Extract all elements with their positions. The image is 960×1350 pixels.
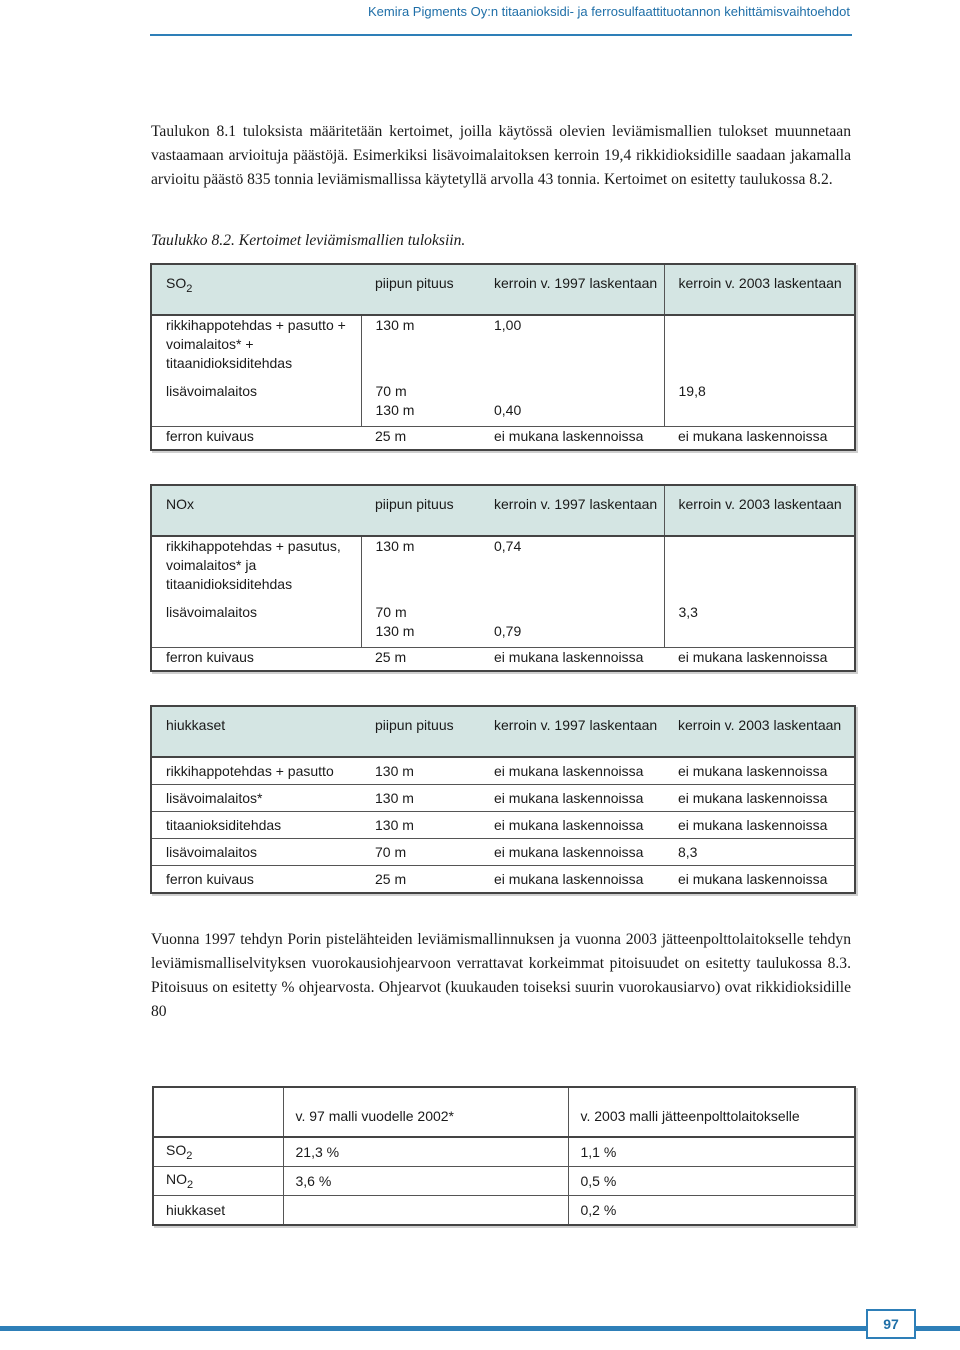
source-cell: ferron kuivaus bbox=[151, 427, 361, 451]
header-2003-model: v. 2003 malli jätteenpolttolaitokselle bbox=[568, 1087, 855, 1137]
table-row bbox=[151, 839, 855, 866]
closing-paragraph: Vuonna 1997 tehdyn Porin pistelähteiden leviämismallinnuksen ja vuonna 2003 jätteenpolttolaitokselle tehdyn leviämismalliselvityksen vuorokausiohjearvoon verrattavat korkeimmat pitoisuudet on esitetty taulukossa 8.3. Pitoisuus on esitetty % ohjearvosta. Ohjearvot (kuukauden toiseksi suurin vuorokausiarvo) ovat rikkidioksidille 80 bbox=[151, 931, 851, 1020]
stack-cell: 130 m bbox=[375, 763, 414, 779]
source-cell: lisävoimalaitos bbox=[166, 383, 258, 399]
footer-rule bbox=[0, 1326, 960, 1331]
source-cell: lisävoimalaitos* bbox=[151, 785, 361, 812]
header-coef-1997: kerroin v. 1997 laskentaan bbox=[480, 485, 664, 536]
coef-2003-cell: ei mukana laskennoissa bbox=[664, 866, 855, 894]
nox-coefficient-table bbox=[150, 484, 856, 672]
coef-2003-cell: 19,8 bbox=[664, 382, 855, 427]
stack-cell: 25 m bbox=[361, 427, 480, 451]
so2-coefficient-table bbox=[150, 263, 856, 451]
table-row bbox=[151, 866, 855, 894]
coef-2003-cell bbox=[664, 315, 855, 382]
page-number: 97 bbox=[866, 1309, 916, 1339]
table-row bbox=[151, 812, 855, 839]
stack-cell: 130 m bbox=[361, 785, 480, 812]
header-coef-2003: kerroin v. 2003 laskentaan bbox=[664, 485, 855, 536]
value-2003-cell: 0,5 % bbox=[568, 1167, 855, 1196]
header-stack: piipun pituus bbox=[361, 264, 480, 315]
intro-paragraph: Taulukon 8.1 tuloksista määritetään kertoimet, joilla käytössä olevien leviämismallien tulokset muunnetaan vastaamaan arvioituja päästöjä. Esimerkiksi lisävoimalaitoksen kerroin 19,4 rikkidioksidille saadaan jakamalla arvioitu päästö 835 tonnia leviämismallissa käytetyllä arvolla 43 tonnia. Kertoimet on esitetty taulukossa 8.2. bbox=[151, 123, 851, 188]
table-row bbox=[153, 1167, 855, 1196]
source-cell: lisävoimalaitos bbox=[166, 604, 258, 620]
running-header: Kemira Pigments Oy:n titaanioksidi- ja ferrosulfaattituotannon kehittämisvaihtoehdot bbox=[368, 4, 850, 19]
coef-1997-cell: ei mukana laskennoissa bbox=[480, 785, 664, 812]
concentration-table bbox=[152, 1086, 856, 1226]
table-header-row bbox=[151, 264, 855, 315]
stack-cell: 130 m bbox=[361, 315, 480, 382]
coef-1997-cell: 0,40 bbox=[494, 402, 522, 418]
value-2003-cell: 1,1 % bbox=[568, 1137, 855, 1167]
pollutant-cell: hiukkaset bbox=[153, 1196, 283, 1226]
header-coef-2003: kerroin v. 2003 laskentaan bbox=[664, 264, 855, 315]
stack-cell: 70 m bbox=[361, 839, 480, 866]
stack-cell: 25 m bbox=[361, 866, 480, 894]
table-row bbox=[151, 427, 855, 451]
table-header-row bbox=[151, 706, 855, 757]
table-caption: Taulukko 8.2. Kertoimet leviämismallien tuloksiin. bbox=[151, 232, 466, 249]
stack-cell: 130 m bbox=[361, 812, 480, 839]
table-row bbox=[153, 1137, 855, 1167]
coef-2003-cell: ei mukana laskennoissa bbox=[664, 427, 855, 451]
coef-1997-cell: ei mukana laskennoissa bbox=[480, 839, 664, 866]
table-row bbox=[151, 785, 855, 812]
coef-2003-cell: ei mukana laskennoissa bbox=[664, 648, 855, 672]
value-1997-cell bbox=[283, 1196, 568, 1226]
table-row bbox=[151, 536, 855, 603]
value-1997-cell: 21,3 % bbox=[283, 1137, 568, 1167]
coef-2003-cell bbox=[664, 536, 855, 603]
coef-1997-cell: 0,79 bbox=[494, 623, 522, 639]
table-row bbox=[151, 757, 855, 785]
table-header-row bbox=[151, 485, 855, 536]
stack-cell: 25 m bbox=[361, 648, 480, 672]
coef-1997-cell: 0,74 bbox=[494, 538, 522, 554]
source-cell: titaanioksiditehdas bbox=[151, 812, 361, 839]
table-row bbox=[151, 603, 855, 648]
source-cell: lisävoimalaitos bbox=[151, 839, 361, 866]
table-row bbox=[151, 382, 855, 427]
header-rule bbox=[150, 34, 852, 36]
header-1997-model: v. 97 malli vuodelle 2002* bbox=[283, 1087, 568, 1137]
header-coef-1997: kerroin v. 1997 laskentaan bbox=[480, 264, 664, 315]
table-title: NOx bbox=[151, 485, 361, 536]
coef-1997-cell: ei mukana laskennoissa bbox=[480, 812, 664, 839]
coef-1997-cell: ei mukana laskennoissa bbox=[494, 763, 644, 779]
coef-2003-cell: ei mukana laskennoissa bbox=[664, 812, 855, 839]
coef-2003-cell: ei mukana laskennoissa bbox=[664, 785, 855, 812]
source-cell: rikkihappotehdas + pasutto + voimalaitos* + titaanidioksiditehdas bbox=[166, 317, 346, 371]
stack-cell: 70 m 130 m bbox=[361, 382, 480, 427]
value-2003-cell: 0,2 % bbox=[568, 1196, 855, 1226]
coef-2003-cell: 8,3 bbox=[664, 839, 855, 866]
pollutant-cell: $SO_2$ bbox=[153, 1137, 283, 1167]
coef-1997-cell: ei mukana laskennoissa bbox=[480, 866, 664, 894]
stack-cell: 130 m bbox=[361, 536, 480, 603]
table-title: $SO_2$ bbox=[151, 264, 361, 315]
table-header-row bbox=[153, 1087, 855, 1137]
stack-cell: 70 m 130 m bbox=[361, 603, 480, 648]
table-row bbox=[151, 648, 855, 672]
source-cell: ferron kuivaus bbox=[151, 866, 361, 894]
coef-2003-cell: 3,3 bbox=[664, 603, 855, 648]
source-cell: rikkihappotehdas + pasutus, voimalaitos* ja titaanidioksiditehdas bbox=[166, 538, 341, 592]
particles-coefficient-table bbox=[150, 705, 856, 894]
header-coef-1997: kerroin v. 1997 laskentaan bbox=[480, 706, 664, 757]
header-stack: piipun pituus bbox=[361, 706, 480, 757]
table-row bbox=[151, 315, 855, 382]
coef-1997-cell: ei mukana laskennoissa bbox=[480, 648, 664, 672]
source-cell: ferron kuivaus bbox=[151, 648, 361, 672]
value-1997-cell: 3,6 % bbox=[283, 1167, 568, 1196]
header-empty bbox=[153, 1087, 283, 1137]
header-coef-2003: kerroin v. 2003 laskentaan bbox=[664, 706, 855, 757]
coef-1997-cell: 1,00 bbox=[494, 317, 522, 333]
coef-1997-cell: ei mukana laskennoissa bbox=[480, 427, 664, 451]
table-row bbox=[153, 1196, 855, 1226]
pollutant-cell: $NO_2$ bbox=[153, 1167, 283, 1196]
table-title: hiukkaset bbox=[151, 706, 361, 757]
header-stack: piipun pituus bbox=[361, 485, 480, 536]
coef-2003-cell: ei mukana laskennoissa bbox=[678, 763, 828, 779]
source-cell: rikkihappotehdas + pasutto bbox=[166, 763, 334, 779]
